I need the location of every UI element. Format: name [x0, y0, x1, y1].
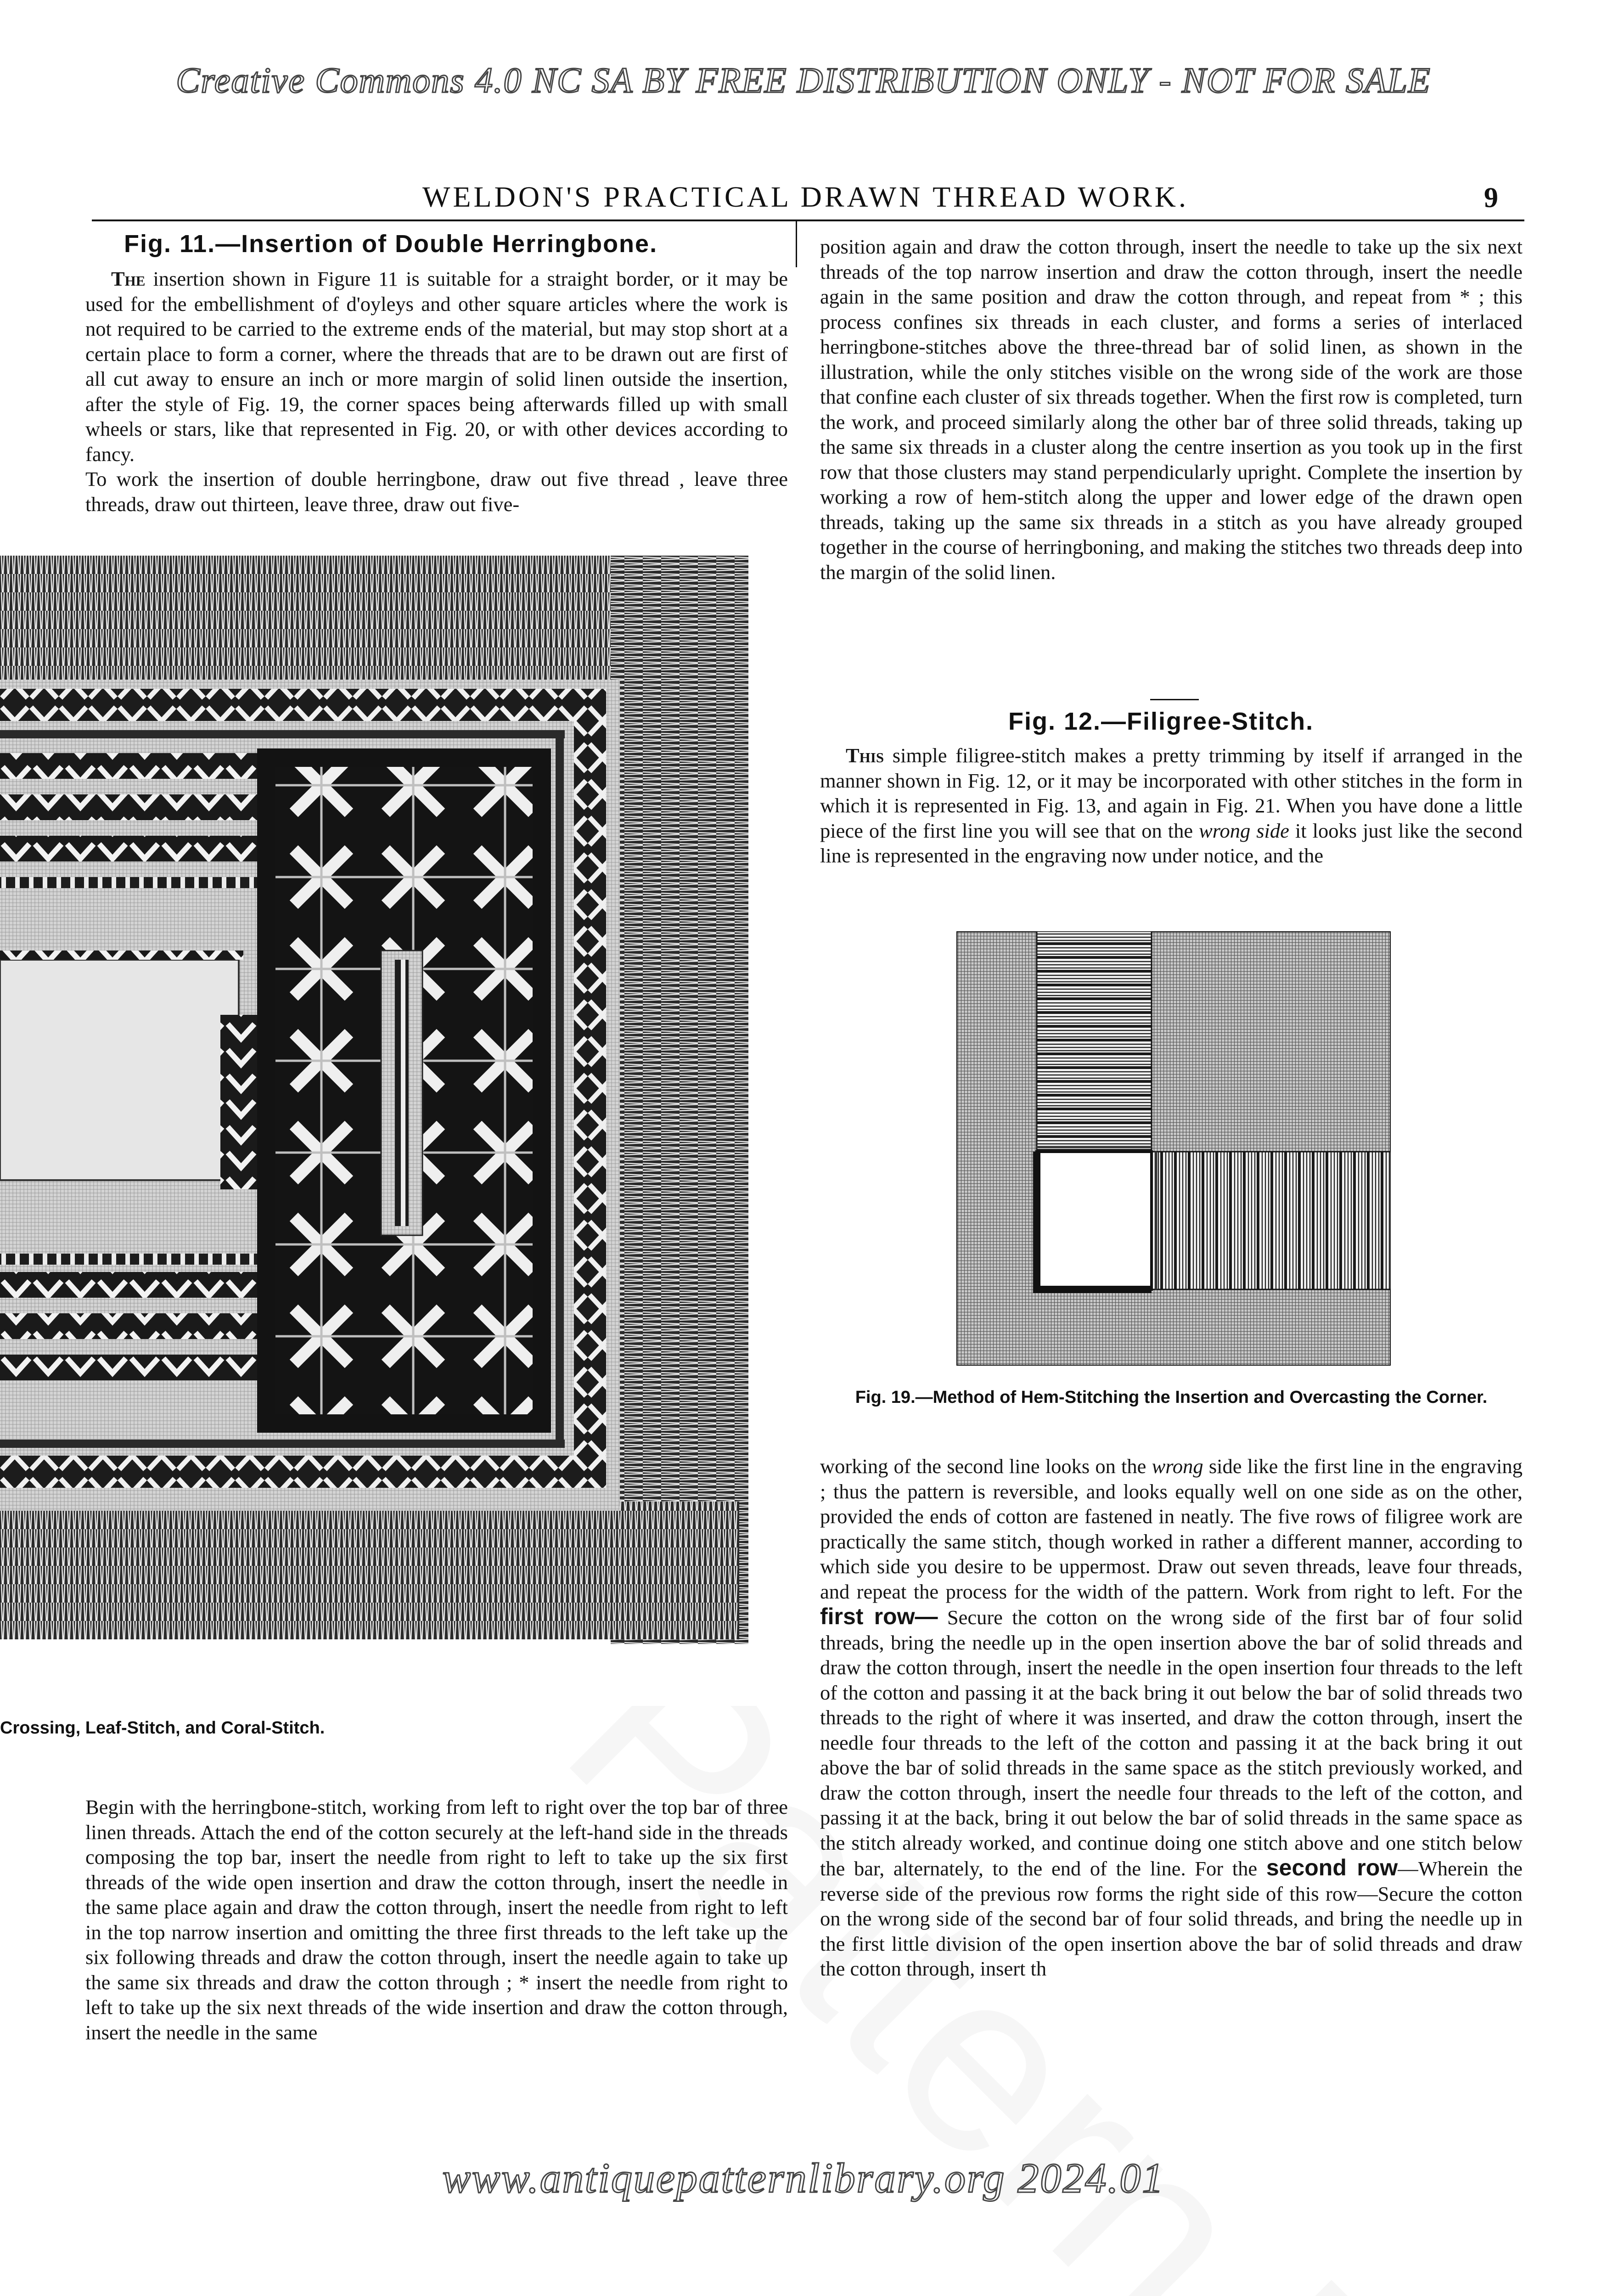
drop-lead: The	[111, 267, 146, 290]
footer-url: www.antiquepatternlibrary.org 2024.01	[442, 2155, 1165, 2201]
header-rule	[92, 219, 1524, 221]
fig11-intro	[85, 266, 788, 517]
filigree-intro	[820, 743, 1523, 868]
filigree-text-a: simple filigree-stitch makes a pretty trimming by itself if arranged in the manner shown in Fig. 12, or it may be incorporated with other stitches in the form in which it is represented in Fig. 13, and again in Fig. 21. When you have done a little piece of the first line you will see that on the	[820, 744, 1523, 842]
running-head: WELDON'S PRACTICAL DRAWN THREAD WORK.	[422, 180, 1189, 213]
fig11-heading: Fig. 11.—Insertion of Double Herringbone.	[124, 230, 658, 258]
intro-paragraph-1-text: insertion shown in Figure 11 is suitable for a straight border, or it may be used for the embellishment of d'oyleys and other square articles where the work is not required to be carried to the extreme ends of the material, but may stop short at a certain place to form a corner, where the threads that are to be drawn out are first of all cut away to ensure an inch or more margin of solid linen outside the insertion, after the style of Fig. 19, the corner spaces being afterwards filled up with small wheels or stars, like that represented in Fig. 20, or with other devices according to fancy.	[85, 267, 788, 466]
first-row-label: first row—	[820, 1604, 938, 1629]
fig19-caption: Fig. 19.—Method of Hem-Stitching the Insertion and Overcasting the Corner.	[855, 1388, 1488, 1407]
filigree-paragraph	[820, 743, 1523, 868]
filigree-instructions-paragraph	[820, 1454, 1523, 1981]
right-top-paragraph: position again and draw the cotton through, insert the needle to take up the six next threads of the top narrow insertion and draw the cotton through, insert the needle again in the same position and draw the cotton through, and repeat from * ; this process confines six threads in each cluster, and forms a series of interlaced herringbone-stitches above the three-thread bar of solid linen, as shown in the illustration, while the only stitches visible on the wrong side of the work are those that confine each cluster of six threads together. When the first row is completed, turn the work, and proceed similarly along the other bar of three solid threads, taking up the same six threads in a cluster along the centre insertion as you took up in the first row that those clusters may stand perpendicularly upright. Complete the insertion by working a row of hem-stitch along the upper and lower edge of the drawn open threads, taking up the same six threads in a stitch as you have already grouped together in the course of herringboning, and making the stitches two threads deep into the margin of the solid linen.	[820, 235, 1523, 584]
filigree-lead: This	[846, 744, 884, 767]
p2-b: side like the first line in the engraving ; thus the pattern is reversible, and looks equally well on one side as on the other, provided the ends of cotton are fastened in neatly. The five rows of filigree work are practically the same stitch, though worked in rather a different manner, according to which side you desire to be uppermost. Draw out seven threads, leave four threads, and repeat the process for the width of the pattern. Work from right to left. For the	[820, 1455, 1523, 1603]
filigree-text-b: it looks just like the second line is represented in the engraving now under notice, and the	[820, 819, 1523, 867]
fig-caption-left: Crossing, Leaf-Stitch, and Coral-Stitch.	[0, 1718, 325, 1738]
intro-paragraph-1	[85, 266, 788, 467]
doyley-engraving	[0, 556, 797, 1706]
filigree-em: wrong side	[1199, 819, 1289, 842]
filigree-instructions	[820, 1454, 1523, 1981]
p2-c: Secure the cotton on the wrong side of the first bar of four solid threads, bring the needle up in the open insertion above the bar of solid threads and draw the cotton through, insert the needle in the open insertion four threads to the left of the cotton and passing it at the back bring it out below the bar of solid threads two threads to the right of where it was inserted, and draw the cotton through, insert the needle four threads to the left of the cotton and passing it at the back bring it out above the bar of solid threads in the same space as the stitch previously worked, and draw the cotton through, insert the needle four threads to the left of the cotton, and passing it at the back, bring it out below the bar of solid threads in the same space as the stitch already worked, and continue doing one stitch above and one stitch below the bar, alternately, to the end of the line. For the	[820, 1606, 1523, 1880]
fig19-engraving	[956, 931, 1391, 1366]
second-row-label: second row	[1266, 1855, 1398, 1880]
fig12-heading: Fig. 12.—Filigree-Stitch.	[1008, 708, 1314, 735]
lower-paragraph: Begin with the herringbone-stitch, working from left to right over the top bar of three linen threads. Attach the end of the cotton securely at the left-hand side in the threads composing the top bar, insert the needle from right to left to take up the six first threads of the wide open insertion and draw the cotton through, insert the needle in the same place again and draw the cotton through, insert the needle from right to left in the top narrow insertion and omitting the three first threads to the left take up the six following threads and draw the cotton through, insert the needle again to take up the same six threads and draw the cotton through ; * insert the needle from right to left to take up the six next threads of the wide insertion and draw the cotton through, insert the needle in the same	[85, 1795, 788, 2044]
page-number: 9	[1484, 182, 1498, 214]
p2-d: —Wherein the reverse side of the previous row forms the right side of this row—Secure the cotton on the wrong side of the second bar of four solid threads, and bring the needle up in the first little division of the open insertion above the bar of solid threads and draw the cotton through, insert th	[820, 1857, 1523, 1980]
right-column-top	[820, 234, 1523, 585]
license-banner: Creative Commons 4.0 NC SA BY FREE DISTRIBUTION ONLY - NOT FOR SALE	[176, 60, 1431, 100]
intro-paragraph-2: To work the insertion of double herringbone, draw out five thread , leave three threads, draw out thirteen, leave three, draw out five-	[85, 467, 788, 516]
section-rule	[1150, 699, 1199, 700]
herringbone-instructions	[85, 1795, 788, 2045]
p2-a: working of the second line looks on the	[820, 1455, 1152, 1478]
column-rule	[796, 221, 797, 267]
p2-em: wrong	[1152, 1455, 1203, 1478]
